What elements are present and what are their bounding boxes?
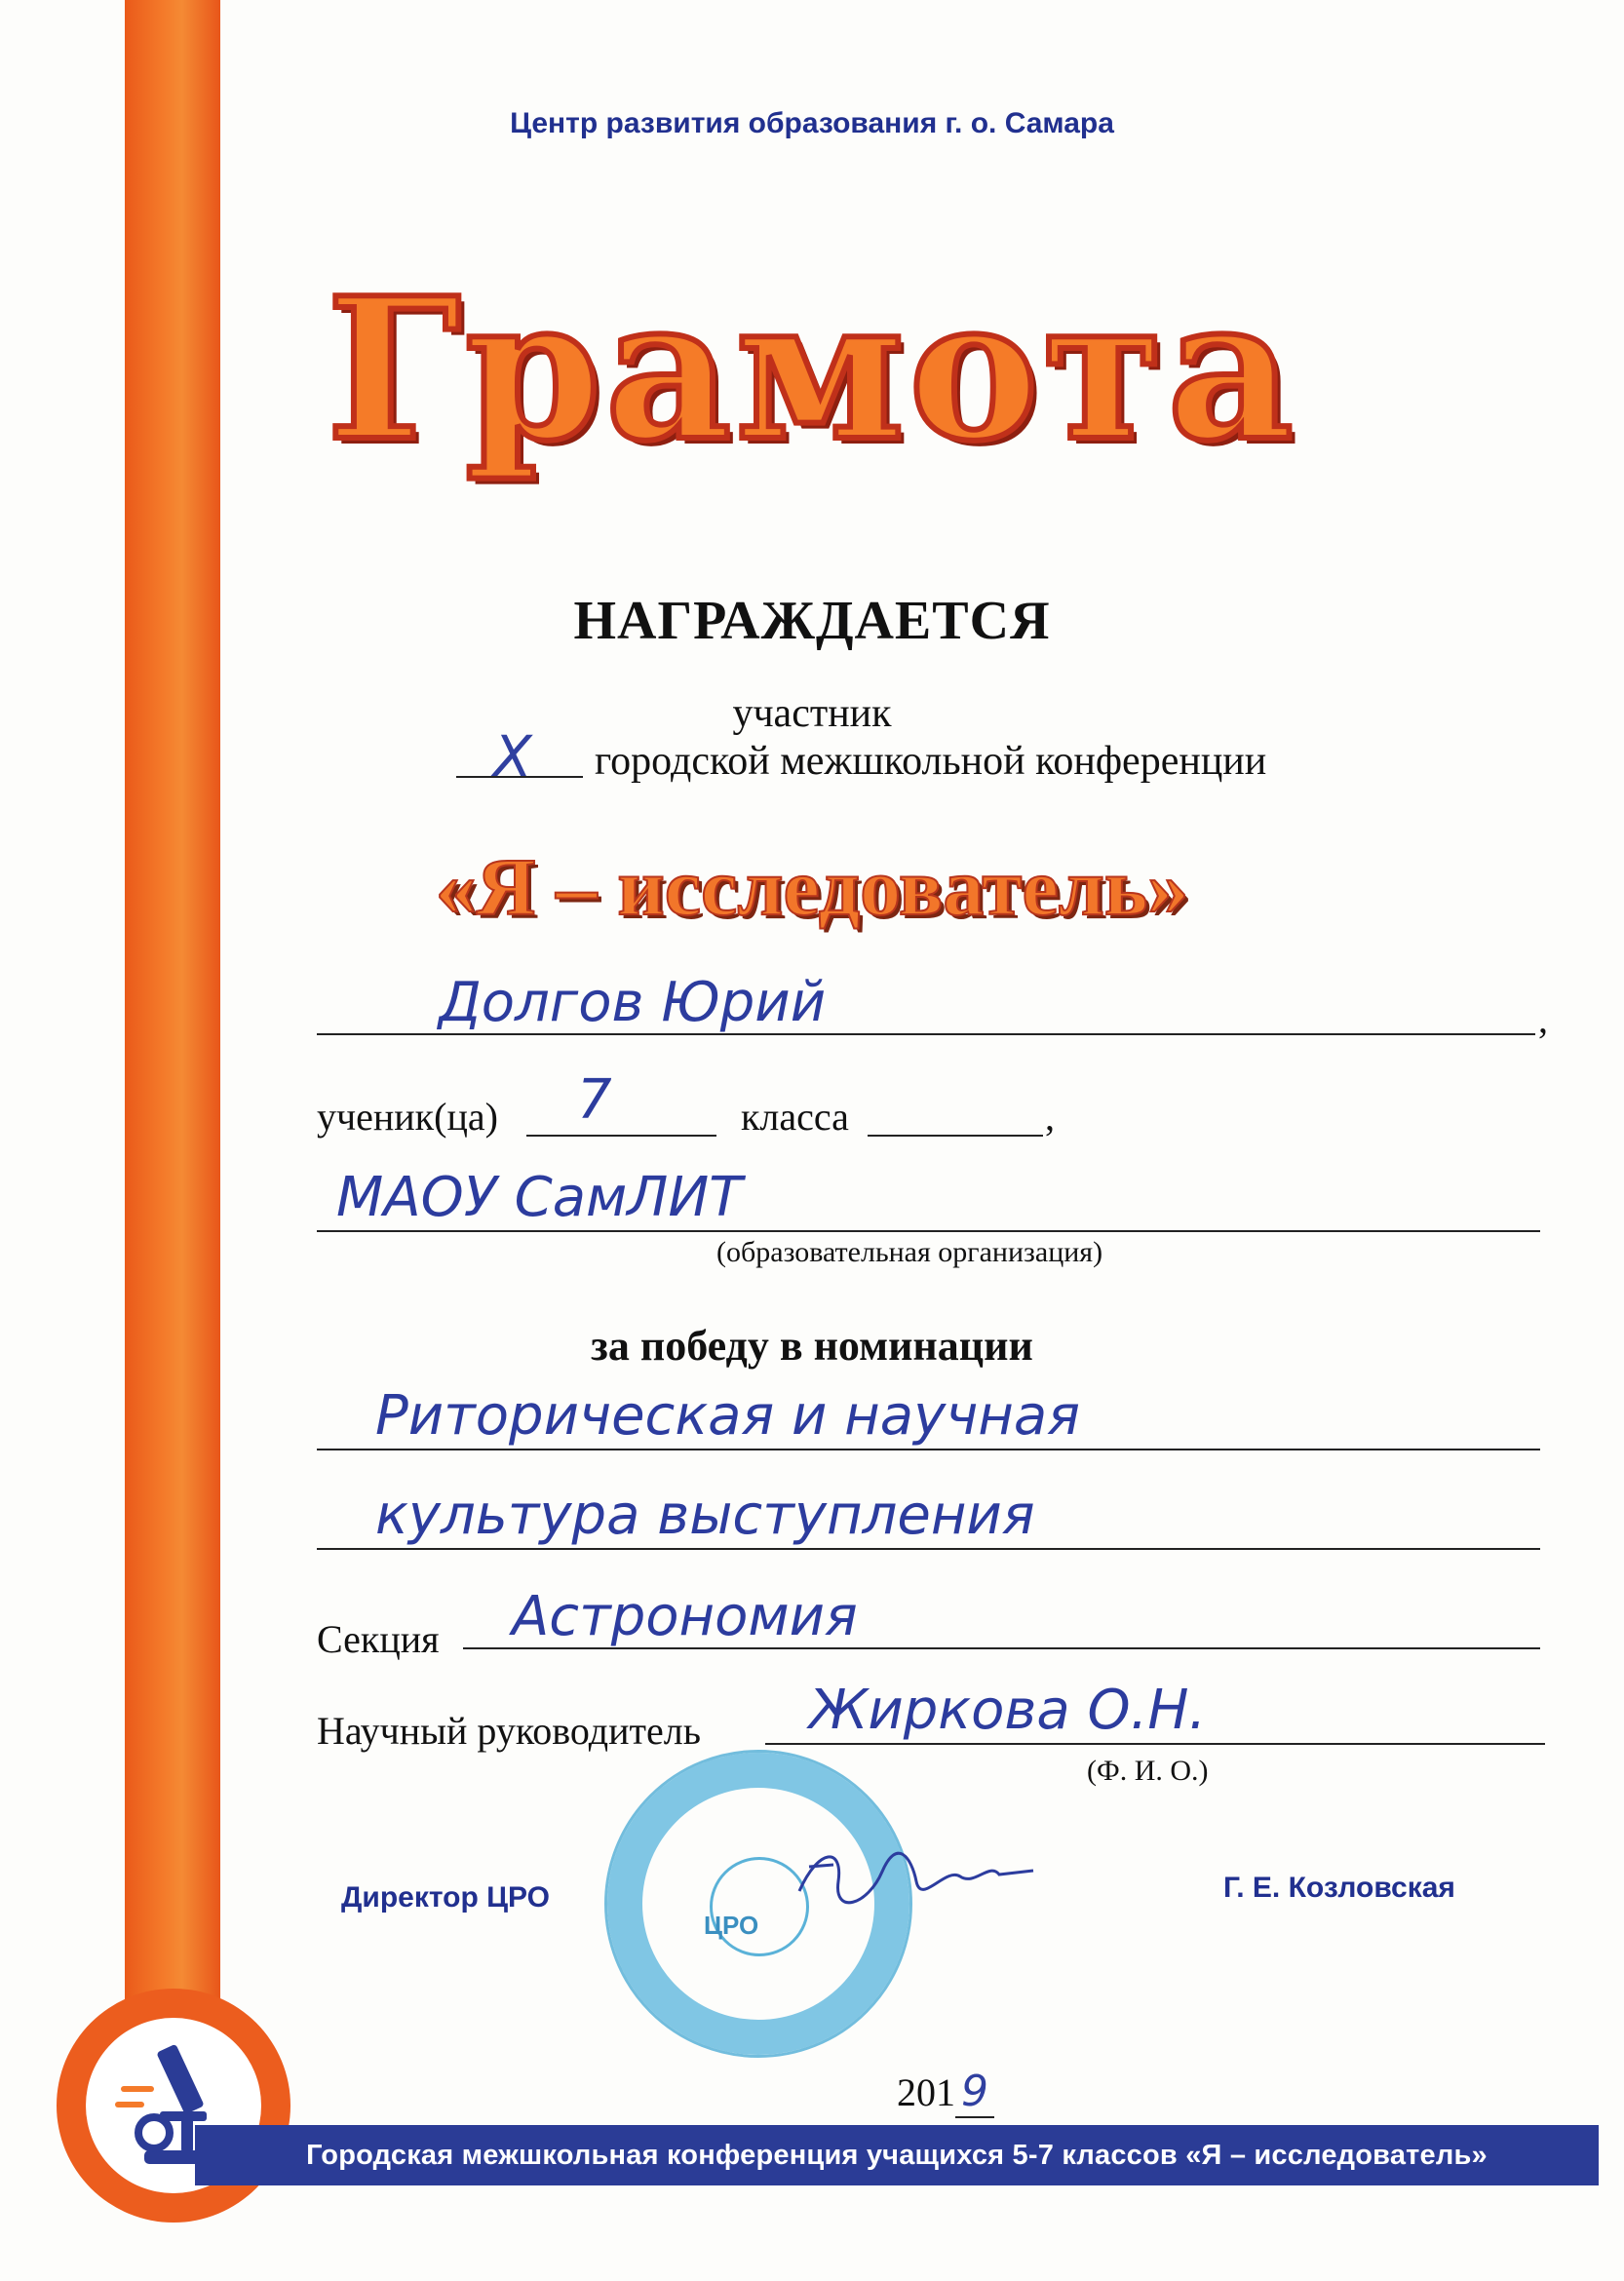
organization-handwritten: МАОУ СамЛИТ bbox=[336, 1166, 743, 1229]
nomination-heading: за победу в номинации bbox=[591, 1322, 1033, 1370]
class-label: класса bbox=[741, 1095, 849, 1139]
certificate-title: Грамота bbox=[326, 255, 1298, 484]
class-letter-underline bbox=[868, 1135, 1043, 1137]
issuer-organization: Центр развития образования г. о. Самара bbox=[510, 107, 1114, 139]
grade-underline bbox=[526, 1135, 716, 1137]
section-handwritten: Астрономия bbox=[512, 1585, 858, 1648]
director-signature bbox=[790, 1837, 1043, 1915]
organization-underline bbox=[317, 1230, 1540, 1232]
footer-banner bbox=[195, 2125, 1599, 2185]
year-handwritten-digit: 9 bbox=[955, 2067, 994, 2118]
director-name: Г. Е. Козловская bbox=[1223, 1872, 1455, 1904]
pupil-label: ученик(ца) bbox=[317, 1095, 498, 1139]
section-label: Секция bbox=[317, 1617, 440, 1661]
organization-caption: (образовательная организация) bbox=[716, 1236, 1103, 1268]
supervisor-caption: (Ф. И. О.) bbox=[1087, 1755, 1209, 1787]
class-trailing-comma: , bbox=[1045, 1095, 1055, 1139]
supervisor-underline bbox=[765, 1743, 1545, 1745]
student-name-handwritten: Долгов Юрий bbox=[439, 971, 827, 1034]
participant-label: участник bbox=[732, 691, 892, 736]
supervisor-label: Научный руководитель bbox=[317, 1709, 701, 1753]
nomination-line2-handwritten: культура выступления bbox=[375, 1484, 1035, 1547]
conference-name: «Я – исследователь» bbox=[435, 842, 1189, 933]
conference-number-handwritten: X bbox=[493, 723, 532, 790]
director-label: Директор ЦРО bbox=[341, 1881, 550, 1914]
nomination-line1-handwritten: Риторическая и научная bbox=[375, 1384, 1080, 1448]
nomination-underline-1 bbox=[317, 1449, 1540, 1450]
grade-handwritten: 7 bbox=[577, 1068, 612, 1132]
year-printed: 201 bbox=[897, 2070, 955, 2114]
nomination-underline-2 bbox=[317, 1548, 1540, 1550]
conference-number-blank bbox=[456, 723, 583, 790]
conference-line-text: городской межшкольной конференции bbox=[595, 739, 1267, 784]
awarded-heading: НАГРАЖДАЕТСЯ bbox=[573, 591, 1051, 651]
name-comma: , bbox=[1538, 997, 1548, 1041]
footer-text: Городская межшкольная конференция учащихся 5-7 классов «Я – исследователь» bbox=[306, 2139, 1488, 2171]
supervisor-handwritten: Жиркова О.Н. bbox=[809, 1679, 1207, 1742]
conference-line bbox=[456, 723, 1267, 790]
year bbox=[897, 2067, 994, 2116]
stamp-logo-text: ЦРО bbox=[704, 1911, 759, 1940]
